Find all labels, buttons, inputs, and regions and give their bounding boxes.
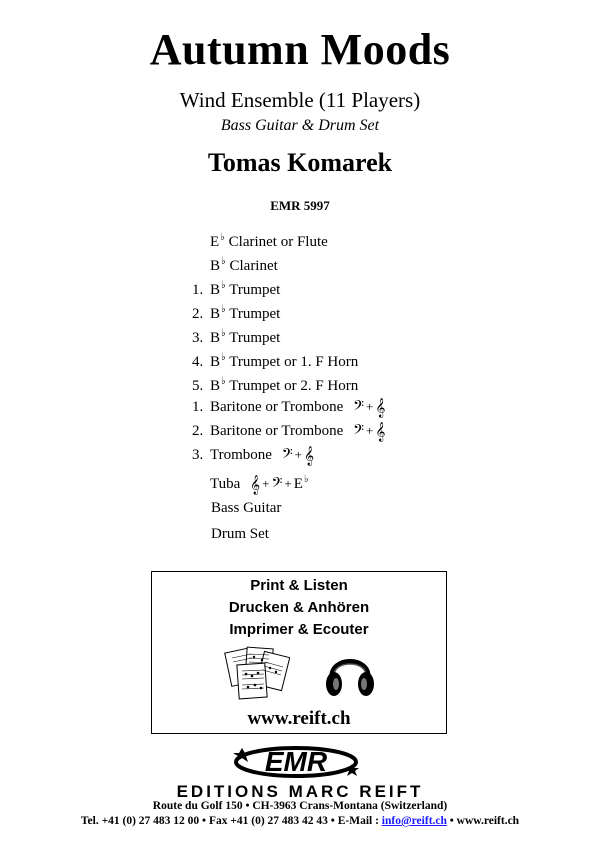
publisher-address: Route du Golf 150 • CH-3963 Crans-Montana (Switzerland) <box>152 800 448 812</box>
publisher-contact: Tel. +41 (0) 27 483 12 00 • Fax +41 (0) 27 483 42 43 • E-Mail : info@reift.ch • www.reift.ch <box>80 815 520 827</box>
emr-logo <box>228 740 364 782</box>
promo-line: Drucken & Anhören <box>228 599 370 616</box>
instrument-row: 1. B♭ Trumpet <box>192 280 281 298</box>
instrument-row: Tuba 𝄞 + 𝄢 + E♭ <box>210 474 309 495</box>
clef-icon: 𝄞 + 𝄢 + E♭ <box>250 474 309 495</box>
headphones-icon <box>324 644 376 700</box>
instrument-row: E♭ Clarinet or Flute <box>210 232 328 250</box>
logo-text: EMR <box>264 746 328 777</box>
instrument-row: 2. Baritone or Trombone 𝄢 + 𝄞 <box>192 422 386 442</box>
clef-icon: 𝄢 + 𝄞 <box>353 422 386 442</box>
composer: Tomas Komarek <box>207 148 393 177</box>
instrument-row: 4. B♭ Trumpet or 1. F Horn <box>192 352 359 370</box>
catalog-number: EMR 5997 <box>270 198 330 213</box>
publisher-name: EDITIONS MARC REIFT <box>176 782 424 801</box>
clef-icon: 𝄢 + 𝄞 <box>281 446 315 466</box>
instrument-row: 3. Trombone 𝄢 + 𝄞 <box>192 446 315 466</box>
instrument-row: Drum Set <box>211 526 269 542</box>
subtitle: Wind Ensemble (11 Players) <box>179 88 421 112</box>
title: Autumn Moods <box>149 25 451 74</box>
instrumentation-note: Bass Guitar & Drum Set <box>220 117 380 134</box>
promo-line: Imprimer & Ecouter <box>229 621 369 638</box>
instrument-row: Bass Guitar <box>211 500 282 516</box>
email-link[interactable]: info@reift.ch <box>381 815 447 827</box>
instrument-row: 2. B♭ Trumpet <box>192 304 281 322</box>
instrument-row: 3. B♭ Trumpet <box>192 328 281 346</box>
instrument-row: 1. Baritone or Trombone 𝄢 + 𝄞 <box>192 398 386 418</box>
clef-icon: 𝄢 + 𝄞 <box>353 398 386 418</box>
promo-line: Print & Listen <box>250 577 348 594</box>
print-listen-box <box>151 571 447 734</box>
instrument-row: B♭ Clarinet <box>210 256 278 274</box>
instrument-row: 5. B♭ Trumpet or 2. F Horn <box>192 376 359 394</box>
website-link[interactable]: www.reift.ch <box>247 708 351 729</box>
sheet-music-icon <box>224 644 290 702</box>
